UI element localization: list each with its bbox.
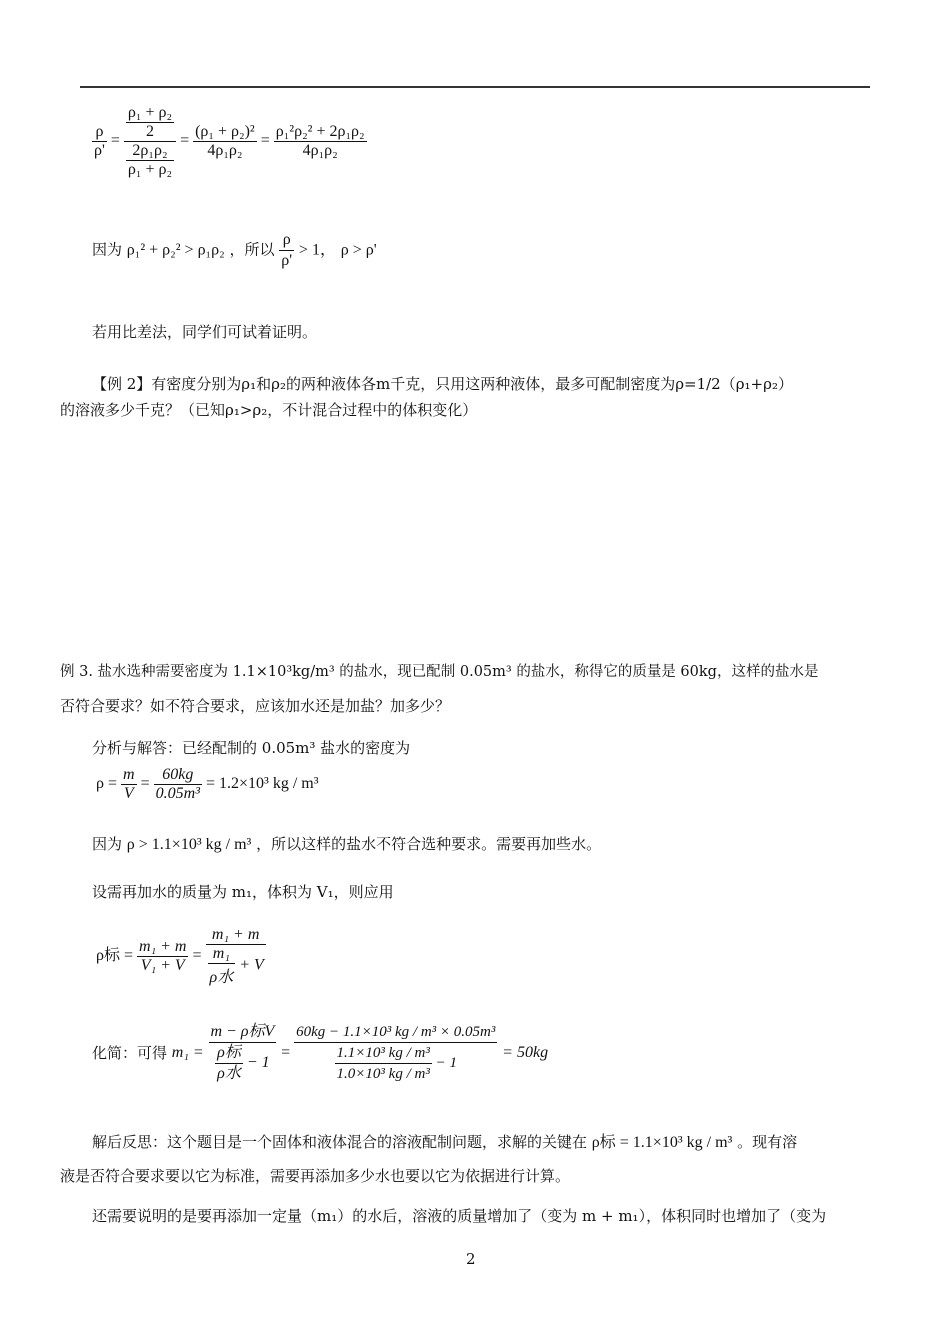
inner-fraction: [208, 945, 236, 987]
example2-line1: 【例 2】有密度分别为ρ₁和ρ₂的两种液体各m千克，只用这两种液体，最多可配制密度为ρ=1/2（ρ₁+ρ₂）: [92, 375, 793, 393]
fraction-simplify1: [209, 1022, 277, 1084]
formula-density-ratio: $\frac{\rho}{\rho'}$ = $\frac{\frac{\text{ρ₁ + ρ₂}}{2}}{\frac{\text{2ρ₁ρ₂}}{\text{ρ₁ + ρ₂}}}$ = $\frac{\text{(ρ₁ + ρ₂)²}}{\text{4ρ₁ρ₂}}$ = $\frac{\text{ρ₁²ρ₂² + 2ρ₁ρ₂}}{\text{4ρ₁ρ₂}}$: [94, 104, 365, 178]
numerator: m₁ + m: [139, 938, 187, 955]
last-line: 还需要说明的是要再添加一定量（m₁）的水后，溶液的质量增加了（变为 m + m₁），体积同时也增加了（变为: [92, 1207, 827, 1225]
inequality: ρ > 1.1×10³ kg / m³: [126, 836, 252, 853]
because-density-line: [92, 834, 601, 855]
inner-fraction: [215, 1043, 243, 1084]
text: + V: [239, 956, 264, 974]
numerator: ρ: [95, 123, 104, 140]
text: ，所以这样的盐水不符合选种要求。需要再加些水。: [256, 835, 602, 853]
complex-fraction: [124, 104, 176, 179]
equation: ρ标 = 1.1×10³ kg / m³: [591, 1134, 733, 1151]
numerator: ρ₁ + ρ₂: [127, 104, 173, 121]
denominator: [124, 141, 176, 179]
fraction-values: [154, 766, 202, 803]
denominator: 4ρ₁ρ₂: [193, 141, 257, 160]
fraction-eq2: [206, 926, 266, 987]
example2-line2: 的溶液多少千克？（已知ρ₁>ρ₂，不计混合过程中的体积变化）: [60, 401, 478, 419]
standard-density-equation: ρ标 = $\frac{\text{m₁ + m}}{\text{V₁ + V}}$ = m₁ + m m₁ ρ水 + V: [96, 926, 264, 986]
inner-fraction: [335, 1043, 432, 1084]
result: = 50kg: [502, 1044, 549, 1061]
setup-line: 设需再加水的质量为 m₁，体积为 V₁，则应用: [92, 883, 394, 901]
text: − 1: [435, 1054, 457, 1071]
denominator: [209, 1042, 277, 1084]
simplify-line: 化简：可得 m₁ = m − ρ标V ρ标 ρ水 − 1 = 60kg − 1.1×10³ kg / m³ × 0.05m³ $\frac{\text{1.1×10³ kg / m³}}{\text{1.0×10³ kg / m³}}$ − 1 = 50kg: [92, 1023, 549, 1082]
lhs: ρ标 =: [96, 947, 134, 965]
denominator: ρ水: [208, 963, 236, 987]
text: 化简：可得: [92, 1044, 168, 1062]
numerator: 1.1×10³ kg / m³: [336, 1045, 430, 1061]
text: > 1，: [298, 241, 336, 259]
text: 解后反思：这个题目是一个固体和液体混合的溶液配制问题，求解的关键在: [92, 1133, 588, 1151]
numerator: [124, 104, 176, 141]
text: 。现有溶: [737, 1133, 798, 1151]
example3-line2: 否符合要求？如不符合要求，应该加水还是加盐？加多少？: [60, 697, 451, 715]
denominator: V₁ + V: [137, 956, 188, 975]
numerator: m: [123, 766, 135, 783]
fraction-ratio: [279, 230, 294, 271]
numerator: 60kg − 1.1×10³ kg / m³ × 0.05m³: [296, 1024, 496, 1040]
numerator: ρ: [282, 231, 291, 248]
denominator: [206, 944, 266, 987]
inequality: ρ₁² + ρ₂² > ρ₁ρ₂: [126, 241, 225, 259]
example3-line1: 例 3. 盐水选种需要密度为 1.1×10³kg/m³ 的盐水，现已配制 0.05m³ 的盐水，称得它的质量是 60kg，这样的盐水是: [60, 664, 819, 680]
inner-fraction-top: [126, 104, 174, 141]
reflection-line2: 液是否符合要求要以它为标准，需要再添加多少水也要以它为依据进行计算。: [60, 1167, 571, 1185]
analysis-line: 分析与解答：已经配制的 0.05m³ 盐水的密度为: [92, 739, 411, 757]
numerator: m₁: [212, 945, 230, 962]
lhs: ρ =: [96, 775, 118, 793]
page-number: 2: [466, 1250, 476, 1268]
numerator: m − ρ标V: [210, 1023, 275, 1040]
text: 因为: [92, 835, 123, 853]
lhs: m₁ =: [171, 1044, 204, 1061]
fraction-2: [193, 123, 257, 160]
numerator: 2ρ₁ρ₂: [132, 142, 168, 159]
denominator: ρ': [281, 252, 293, 269]
numerator: m₁ + m: [211, 926, 260, 943]
numerator: (ρ₁ + ρ₂)²: [195, 123, 255, 140]
fraction-m-over-v: [121, 766, 137, 803]
denominator: 2: [126, 122, 174, 141]
denominator: 4ρ₁ρ₂: [274, 141, 367, 160]
reflection-line1: [92, 1132, 797, 1153]
text: 因为: [92, 240, 123, 259]
text: ，所以: [229, 240, 275, 259]
denominator: 1.0×10³ kg / m³: [335, 1063, 432, 1084]
result: = 1.2×10³ kg / m³: [205, 775, 319, 793]
fraction-eq1: [137, 938, 188, 975]
numerator: ρ₁²ρ₂² + 2ρ₁ρ₂: [275, 123, 365, 140]
denominator: [294, 1042, 497, 1084]
denominator: ρ₁ + ρ₂: [127, 161, 173, 178]
fraction-lhs: [92, 123, 107, 160]
paragraph-diff-method: 若用比差法，同学们可试着证明。: [92, 323, 318, 341]
numerator: 60kg: [162, 766, 194, 783]
result: ρ > ρ': [340, 241, 377, 259]
header-rule: [80, 86, 870, 88]
fraction-3: [274, 123, 367, 160]
text: − 1: [246, 1054, 270, 1072]
inner-fraction-bottom: [126, 142, 174, 179]
denominator: V: [121, 784, 137, 803]
numerator: ρ标: [217, 1044, 241, 1061]
because-line: [92, 230, 377, 271]
denominator: ρ水: [217, 1065, 241, 1082]
fraction-simplify2: [294, 1022, 497, 1084]
density-calculation: ρ = $\frac{m}{V}$ = $\frac{60kg}{\text{0.05m³}}$ = 1.2×10³ kg / m³: [96, 766, 319, 802]
denominator: ρ': [94, 142, 105, 159]
denominator: 0.05m³: [155, 785, 200, 802]
